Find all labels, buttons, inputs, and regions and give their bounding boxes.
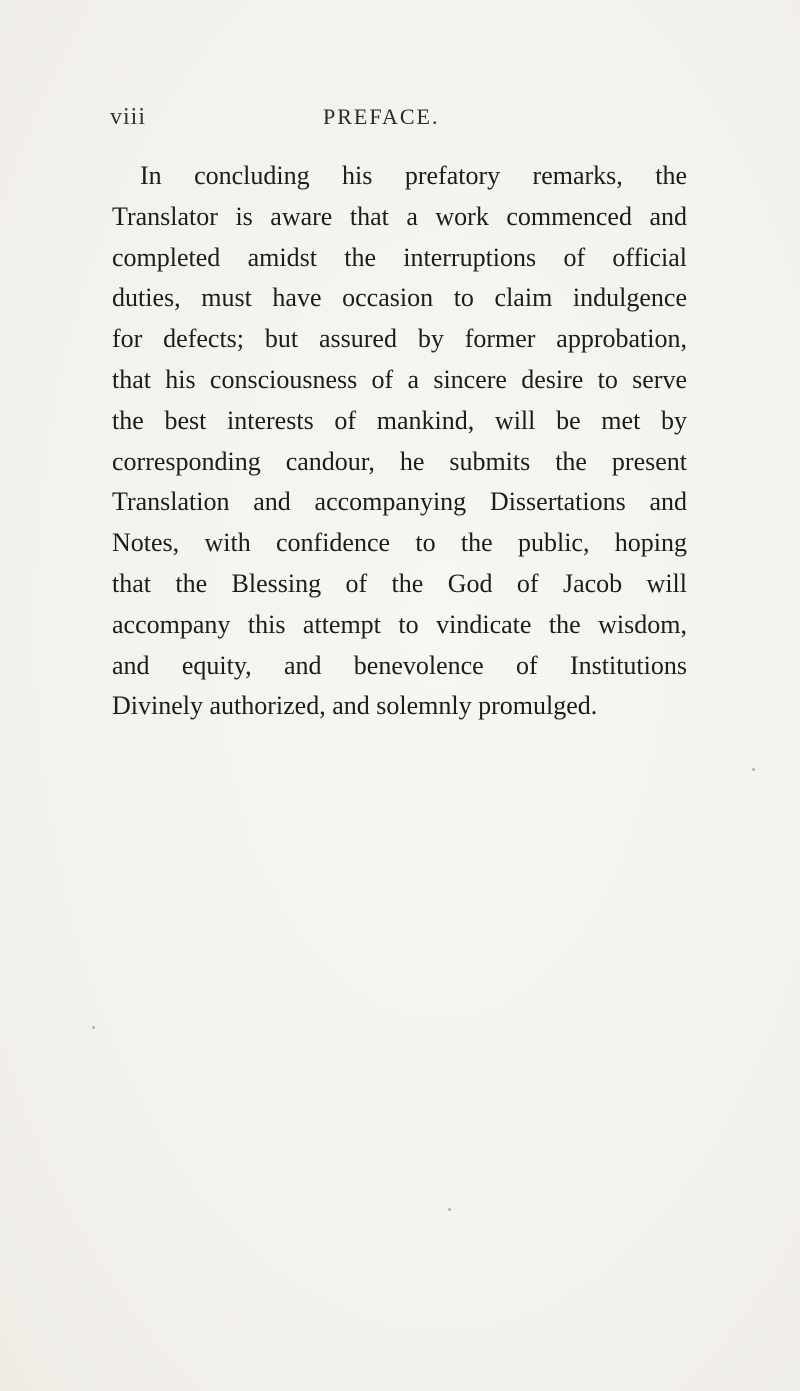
text-line: the best interests of mankind, will be met by (112, 405, 687, 435)
text-line: Translator is aware that a work commenced and (112, 201, 687, 231)
paper-speck (752, 768, 755, 771)
text-line: Translation and accompanying Dissertations and (112, 487, 687, 517)
text-line: for defects; but assured by former approbation, (112, 324, 687, 354)
text-line: duties, must have occasion to claim indulgence (112, 283, 687, 313)
preface-paragraph (112, 156, 687, 727)
running-head (110, 104, 690, 140)
text-line: and equity, and benevolence of Institutions (112, 650, 687, 680)
text-line: Notes, with confidence to the public, hoping (112, 528, 687, 558)
text-line: In concluding his prefatory remarks, the (140, 161, 687, 190)
page-number: viii (110, 104, 147, 130)
text-line: completed amidst the interruptions of official (112, 242, 687, 272)
text-line: that the Blessing of the God of Jacob will (112, 568, 687, 598)
text-line: accompany this attempt to vindicate the wisdom, (112, 609, 687, 639)
text-line: Divinely authorized, and solemnly promulged. (112, 691, 598, 721)
paper-speck (448, 1208, 451, 1211)
running-head-title: PREFACE. (323, 104, 440, 129)
text-line: corresponding candour, he submits the present (112, 446, 687, 476)
text-line: that his consciousness of a sincere desire to serve (112, 364, 687, 394)
paper-speck (92, 1026, 95, 1029)
